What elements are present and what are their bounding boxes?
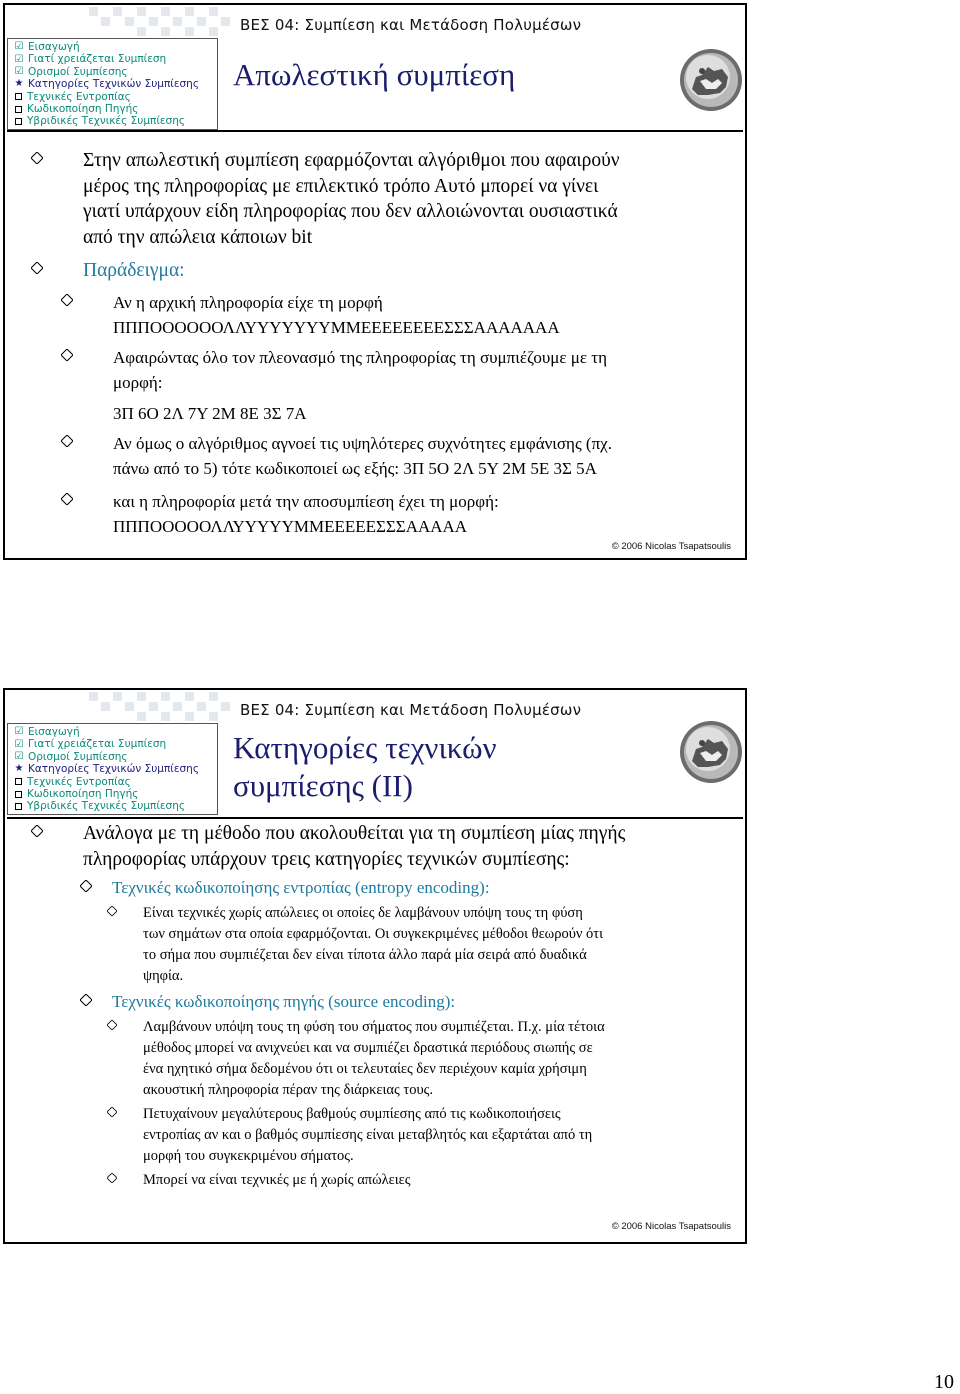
list-item-line: Ανάλογα με τη μέθοδο που ακολουθείται για τη συμπίεση μίας πηγής: [83, 823, 626, 844]
diamond-bullet-icon: [107, 1107, 117, 1117]
decorative-square: [89, 692, 98, 701]
toc-item: [14, 91, 217, 103]
decorative-square: [161, 7, 170, 16]
sub-bullet-ignored: [113, 431, 612, 481]
list-item-line: το σήμα που συμπιέζεται δεν είναι τίποτα άλλο παρά μία σειρά από δυαδικά: [143, 947, 587, 963]
source-label: Τεχνικές κωδικοποίησης πηγής (source encoding):: [112, 992, 456, 1011]
diamond-bullet-icon: [80, 880, 92, 892]
checked-box-icon: ☑: [14, 66, 24, 78]
toc-item: [14, 800, 217, 812]
list-item-line: ΠΠΠΟΟΟΟΟΟΛΛΥΥΥΥΥΥΥΜΜΕΕΕΕΕΕΕΕΣΣΣΑΑΑΑΑΑΑ: [113, 318, 560, 337]
slide-title-line: συμπίεσης (ΙΙ): [233, 768, 413, 803]
copyright: © 2006 Nicolas Tsapatsoulis: [611, 1221, 731, 1232]
decorative-square: [101, 17, 110, 26]
bullet-example: [83, 258, 185, 284]
checked-box-icon: ☑: [14, 751, 24, 763]
decorative-square: [101, 702, 110, 711]
list-item-line: Είναι τεχνικές χωρίς απώλειες οι οποίες δε λαμβάνουν υπόψη τους τη φύση: [143, 905, 583, 921]
list-item-line: Πετυχαίνουν μεγαλύτερους βαθμούς συμπίεσης από τις κωδικοποιήσεις: [143, 1106, 561, 1122]
list-item-line: ένα ηχητικό σήμα δεδομένου ότι οι τελευταίες δεν περιέχουν καμία χρήσιμη: [143, 1061, 587, 1077]
example-label: Παράδειγμα:: [83, 260, 185, 281]
diamond-bullet-icon: [61, 294, 73, 306]
decorative-square: [149, 17, 158, 26]
list-item-line: μέθοδος μπορεί να ανιχνεύει και να συμπιέζει δραστικά περιόδους σιωπής σε: [143, 1040, 593, 1056]
diamond-bullet-icon: [61, 435, 73, 447]
toc-item-label: Ορισμοί Συμπίεσης: [28, 65, 128, 78]
toc-item-label: Γιατί χρειάζεται Συμπίεση: [28, 53, 167, 66]
unchecked-box-icon: [15, 106, 22, 113]
sub-bullet-original: [113, 290, 560, 340]
decorative-square: [209, 7, 218, 16]
list-item-line: Λαμβάνουν υπόψη τους τη φύση του σήματος που συμπιέζεται. Π.χ. μία τέτοια: [143, 1019, 605, 1035]
decorative-square: [221, 17, 230, 26]
slide-2: [3, 688, 747, 1244]
toc-item: [14, 726, 217, 738]
coin-logo-icon: [678, 719, 744, 785]
decorative-square: [125, 17, 134, 26]
list-item-line: μέρος της πληροφορίας με επιλεκτικό τρόπο Αυτό μπορεί να γίνει: [83, 175, 599, 197]
checked-box-icon: ☑: [14, 41, 24, 53]
decorative-square: [173, 17, 182, 26]
list-item-line: Αν η αρχική πληροφορία είχε τη μορφή: [113, 293, 383, 312]
toc-item-label: Γιατί χρειάζεται Συμπίεση: [28, 738, 167, 751]
toc-item-label: Εισαγωγή: [28, 726, 80, 738]
unchecked-box-icon: [15, 791, 22, 798]
decorative-square: [137, 27, 146, 36]
slide-title: Απωλεστική συμπίεση: [233, 57, 516, 92]
entropy-label: Τεχνικές κωδικοποίησης εντροπίας (entropy encoding):: [112, 878, 490, 897]
decorative-square: [209, 692, 218, 701]
toc-item-label: Υβριδικές Τεχνικές Συμπίεσης: [27, 115, 186, 128]
decorative-square: [137, 692, 146, 701]
toc-item-label: Εισαγωγή: [28, 41, 80, 53]
unchecked-box-icon: [15, 118, 22, 125]
decorative-square: [209, 712, 218, 721]
toc-item-label: Τεχνικές Εντροπίας: [27, 90, 131, 103]
sub-bullet-decompressed: [113, 489, 499, 539]
star-icon: ★: [14, 763, 24, 775]
toc-item-label: Κωδικοποίηση Πηγής: [27, 788, 139, 801]
list-item-line: των σημάτων στα οποία εφαρμόζονται. Οι συγκεκριμένες μέθοδοι θεωρούν ότι: [143, 926, 604, 942]
page-number: 10: [934, 1371, 954, 1393]
decorative-square: [161, 712, 170, 721]
toc-item: [14, 751, 217, 763]
diamond-bullet-icon: [107, 1020, 117, 1030]
unchecked-box-icon: [15, 778, 22, 785]
copyright: © 2006 Nicolas Tsapatsoulis: [611, 541, 731, 552]
list-item-line: Στην απωλεστική συμπίεση εφαρμόζονται αλγόριθμοι που αφαιρούν: [83, 150, 620, 171]
list-item-line: από την απώλεια κάποιων bit: [83, 226, 313, 248]
checked-box-icon: ☑: [14, 738, 24, 750]
toc-item-label: Τεχνικές Εντροπίας: [27, 775, 131, 788]
decorative-square: [221, 702, 230, 711]
bullet-intro: [83, 821, 625, 872]
sub-bullet-compressed: [113, 345, 607, 426]
diamond-bullet-icon: [107, 906, 117, 916]
toc-item: [14, 53, 217, 65]
decorative-square: [185, 712, 194, 721]
list-item-line: εντροπίας αν και ο βαθμός συμπίεσης είναι μεταβλητός και εξαρτάται από τη: [143, 1127, 593, 1143]
list-item-line: ΠΠΠΟΟΟΟΟΛΛΥΥΥΥΥΜΜΕΕΕΕΕΣΣΣΑΑΑΑΑ: [113, 517, 468, 536]
sub-bullet-source-desc-2: [143, 1104, 592, 1167]
toc-item: [14, 78, 217, 90]
toc-item-label: Κωδικοποίηση Πηγής: [27, 103, 139, 116]
list-item-line: μορφή του συγκεκριμένου σήματος.: [143, 1148, 354, 1164]
list-item-line: 3Π 6Ο 2Λ 7Υ 2Μ 8Ε 3Σ 7Α: [113, 404, 307, 423]
decorative-square: [185, 7, 194, 16]
diamond-bullet-icon: [31, 152, 43, 164]
toc-item: [14, 66, 217, 78]
list-item-line: και η πληροφορία μετά την αποσυμπίεση έχει τη μορφή:: [113, 492, 499, 511]
decorative-square: [185, 27, 194, 36]
toc-item-label: Κατηγορίες Τεχνικών Συμπίεσης: [28, 763, 199, 776]
course-title: ΒΕΣ 04: Συμπίεση και Μετάδοση Πολυμέσων: [240, 16, 582, 34]
toc-item: [14, 763, 217, 775]
list-item-line: μορφή:: [113, 373, 163, 392]
sub-bullet-source-desc-1: [143, 1017, 605, 1101]
decorative-square: [173, 702, 182, 711]
toc-item-label: Κατηγορίες Τεχνικών Συμπίεσης: [28, 78, 199, 91]
decorative-square: [125, 702, 134, 711]
checked-box-icon: ☑: [14, 53, 24, 65]
slide-title: [233, 729, 497, 805]
diamond-bullet-icon: [31, 262, 43, 274]
table-of-contents: [7, 723, 218, 815]
diamond-bullet-icon: [61, 493, 73, 505]
decorative-square: [197, 17, 206, 26]
list-item-line: Αν όμως ο αλγόριθμος αγνοεί τις υψηλότερες συχνότητες εμφάνισης (πχ.: [113, 434, 612, 453]
bullet-intro: [83, 148, 620, 250]
decorative-square: [149, 702, 158, 711]
list-item-line: Αφαιρώντας όλο τον πλεονασμό της πληροφορίας τη συμπιέζουμε με τη: [113, 348, 608, 367]
decorative-square: [113, 692, 122, 701]
sub-bullet-entropy-desc: [143, 903, 603, 987]
toc-item: [14, 776, 217, 788]
decorative-square: [161, 692, 170, 701]
slide-1: [3, 3, 747, 560]
checked-box-icon: ☑: [14, 726, 24, 738]
decorative-square: [161, 27, 170, 36]
decorative-square: [209, 27, 218, 36]
star-icon: ★: [14, 78, 24, 90]
list-item-line: γιατί υπάρχουν είδη πληροφορίας που δεν αλλοιώνονται ουσιαστικά: [83, 201, 618, 222]
toc-item-label: Υβριδικές Τεχνικές Συμπίεσης: [27, 800, 186, 813]
toc-item: [14, 788, 217, 800]
decorative-square: [137, 712, 146, 721]
diamond-bullet-icon: [80, 994, 92, 1006]
toc-item: [14, 103, 217, 115]
diamond-bullet-icon: [107, 1173, 117, 1183]
decorative-square: [185, 692, 194, 701]
table-of-contents: [7, 38, 218, 130]
decorative-square: [89, 7, 98, 16]
course-title: ΒΕΣ 04: Συμπίεση και Μετάδοση Πολυμέσων: [240, 701, 582, 719]
toc-item: [14, 115, 217, 127]
list-item-line: ακουστική πληροφορία πέραν της διάρκειας τους.: [143, 1082, 433, 1098]
toc-item: [14, 41, 217, 53]
bullet-entropy: [112, 876, 490, 900]
diamond-bullet-icon: [61, 349, 73, 361]
header-divider: [7, 817, 743, 819]
header-divider: [7, 130, 743, 132]
diamond-bullet-icon: [31, 825, 43, 837]
coin-logo-icon: [678, 47, 744, 113]
bullet-source: [112, 990, 455, 1014]
decorative-square: [137, 7, 146, 16]
list-item-line: ψηφία.: [143, 968, 184, 984]
unchecked-box-icon: [15, 93, 22, 100]
unchecked-box-icon: [15, 803, 22, 810]
toc-item-label: Ορισμοί Συμπίεσης: [28, 750, 128, 763]
list-item-line: πληροφορίας υπάρχουν τρεις κατηγορίες τεχνικών συμπίεσης:: [83, 848, 570, 870]
decorative-square: [197, 702, 206, 711]
slide-title-line: Κατηγορίες τεχνικών: [233, 730, 497, 765]
sub-bullet-source-desc-3: [143, 1170, 411, 1191]
decorative-square: [113, 7, 122, 16]
toc-item: [14, 738, 217, 750]
list-item-line: πάνω από το 5) τότε κωδικοποιεί ως εξής: 3Π 5Ο 2Λ 5Υ 2Μ 5Ε 3Σ 5Α: [113, 459, 597, 478]
list-item-line: Μπορεί να είναι τεχνικές με ή χωρίς απώλειες: [143, 1172, 411, 1188]
